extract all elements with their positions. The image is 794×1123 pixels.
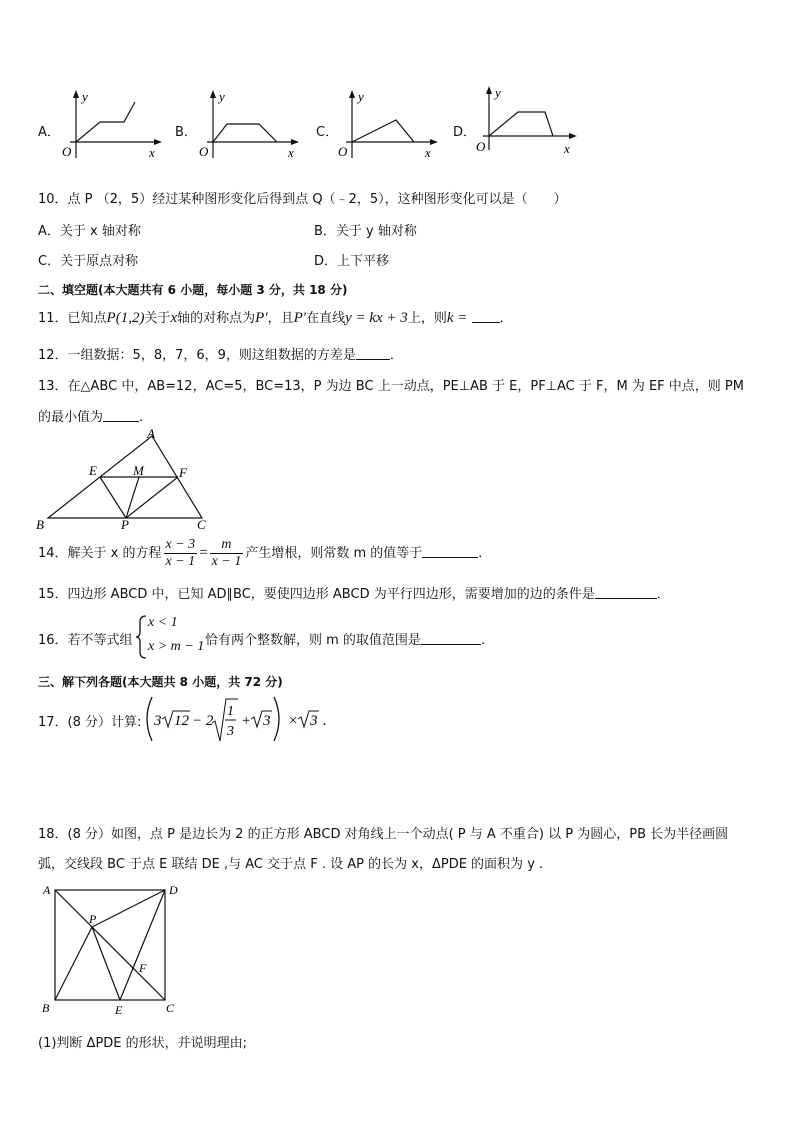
q11-point: P(1,2) [106,310,145,326]
svg-text:D: D [169,883,178,897]
x-axis-label: x [288,145,294,160]
q16-prefix: 16．若不等式组 [38,633,133,648]
svg-text:E: E [115,1003,123,1017]
x-axis-label: x [564,141,570,156]
x-axis-label: x [425,145,431,160]
svg-text:3: 3 [154,713,162,729]
q10-option-c: C．关于原点对称 [38,254,139,269]
svg-text:3: 3 [310,713,318,729]
q14-fraction-2: $\frac{m}{x - 1}$ [211,537,242,569]
svg-text:B: B [36,517,44,532]
q10-stem: 10．点 P （2，5）经过某种图形变化后得到点 Q（﹣2，5），这种图形变化可以是（ ） [38,192,567,207]
svg-text:F: F [179,465,187,480]
option-a-label: A． [38,125,60,140]
q18-sub1: (1)判断 ΔPDE 的形状，并说明理由; [38,1036,248,1051]
svg-text:3: 3 [227,724,234,739]
q12-answer-blank [356,347,390,360]
svg-text:1: 1 [227,704,234,719]
q14-fraction-1: $\frac{x - 3}{x - 1}$ [165,537,196,569]
svg-text:C: C [197,517,206,532]
origin-label: O [476,139,486,154]
y-axis-label: y [358,89,364,104]
q18-square-figure [38,880,188,1022]
option-d-label: D． [453,125,477,140]
svg-text:A: A [43,883,51,897]
svg-text:C: C [166,1001,175,1015]
y-axis-label: y [495,85,501,100]
q13-triangle-figure [30,425,220,537]
svg-text:3: 3 [263,713,271,729]
option-d-graph [473,84,583,158]
q16-suffix: 恰有两个整数解，则 m 的取值范围是 . [205,633,486,648]
q17-expression [140,693,330,745]
svg-text:A: A [147,426,155,441]
svg-text:+: + [241,713,252,729]
svg-text:F: F [139,961,147,975]
q11-prefix: 11．已知点 [38,311,107,326]
q15-answer-blank [595,586,657,599]
q16-answer-blank [421,632,481,645]
svg-text:12: 12 [174,713,189,729]
q13-answer-blank [103,409,139,422]
q17-prefix: 17．(8 分）计算: [38,715,142,730]
q14-answer-blank [422,545,478,558]
q16-brace [135,614,149,660]
q11-text: 11．已知点P(1,2)关于x轴的对称点为P′，且P′在直线y = kx + 3上，则k = ． [38,310,513,326]
option-c-graph [336,88,441,162]
origin-label: O [338,144,348,159]
x-axis-label: x [149,145,155,160]
q13-line1: 13．在△ABC 中，AB=12，AC=5，BC=13，P 为边 BC 上一动点，PE⊥AB 于 E，PF⊥AC 于 F，M 为 EF 中点，则 PM [38,379,744,394]
q11-answer-blank [472,310,500,323]
q10-option-b: B．关于 y 轴对称 [314,224,417,239]
origin-label: O [62,144,72,159]
q11-line-equation: y = kx + 3 [345,310,408,326]
y-axis-label: y [219,89,225,104]
q18-line1: 18．(8 分）如图，点 P 是边长为 2 的正方形 ABCD 对角线上一个动点( P 与 A 不重合) 以 P 为圆心，PB 长为半径画圆 [38,827,729,842]
section-2-heading: 二、填空题(本大题共有 6 小题，每小题 3 分，共 18 分) [38,283,348,297]
svg-text:P: P [121,517,129,532]
svg-text:.: . [323,713,327,729]
svg-text:E: E [89,463,97,478]
origin-label: O [199,144,209,159]
option-a-graph [60,88,165,162]
svg-text:P: P [89,912,97,926]
svg-text:M: M [133,463,144,478]
q14-text: 14．解关于 x 的方程 $\frac{x - 3}{x - 1}$ = $\frac{m}{x - 1}$ 产生增根，则常数 m 的值等于 ． [38,537,492,569]
q15-text: 15．四边形 ABCD 中，已知 AD∥BC，要使四边形 ABCD 为平行四边形，需要增加的边的条件是 ． [38,587,670,602]
svg-text:B: B [42,1001,50,1015]
option-c-label: C． [316,125,339,140]
q18-line2: 弧，交线段 BC 于点 E 联结 DE ,与 AC 交于点 F . 设 AP 的长为 x，ΔPDE 的面积为 y . [38,857,544,872]
q10-option-a: A．关于 x 轴对称 [38,224,141,239]
q12-text: 12．一组数据：5，8，7，6，9，则这组数据的方差是 ． [38,348,403,363]
section-3-heading: 三、解下列各题(本大题共 8 小题，共 72 分) [38,675,283,689]
svg-text:− 2: − 2 [192,713,214,729]
q16-inequality-2: x > m − 1 [148,639,205,654]
q10-option-d: D．上下平移 [314,254,390,269]
option-b-label: B． [175,125,197,140]
q16-inequality-1: x < 1 [148,615,178,630]
option-b-graph [197,88,302,162]
y-axis-label: y [82,89,88,104]
q13-line2: 的最小值为 ． [38,410,153,425]
svg-text:×: × [288,713,299,729]
